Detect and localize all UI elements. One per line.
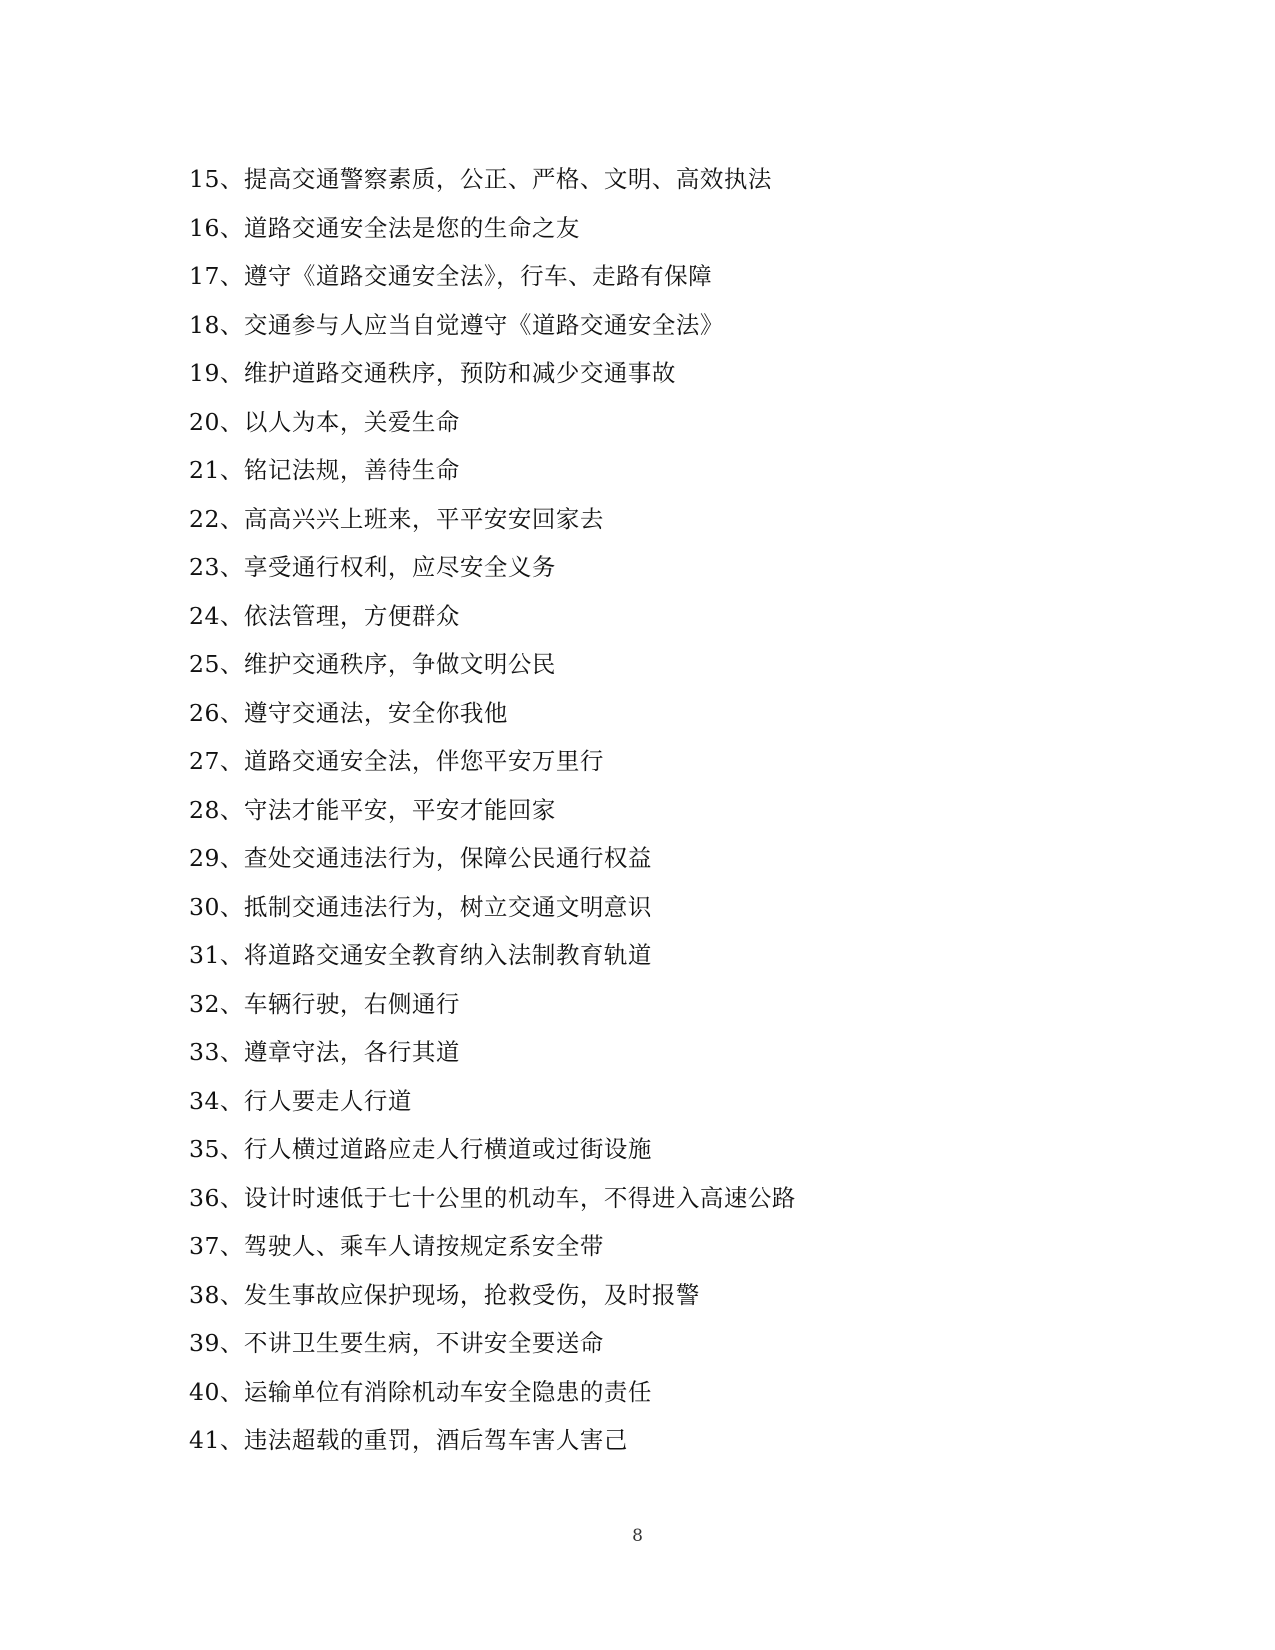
page-number: 8 [632,1526,643,1546]
list-item: 28、守法才能平安，平安才能回家 [189,795,556,824]
list-item: 20、以人为本，关爱生命 [189,407,460,436]
list-item: 38、发生事故应保护现场，抢救受伤，及时报警 [189,1280,700,1309]
list-item: 31、将道路交通安全教育纳入法制教育轨道 [189,941,652,969]
list-item: 27、道路交通安全法，伴您平安万里行 [189,747,604,775]
list-item: 40、运输单位有消除机动车安全隐患的责任 [189,1377,652,1406]
list-item: 35、行人横过道路应走人行横道或过街设施 [189,1135,652,1163]
list-item: 29、查处交通违法行为，保障公民通行权益 [189,844,652,872]
list-item: 30、抵制交通违法行为，树立交通文明意识 [189,892,652,921]
list-item: 18、交通参与人应当自觉遵守《道路交通安全法》 [189,310,724,339]
slogan-list [189,155,1089,1465]
list-item: 25、维护交通秩序，争做文明公民 [189,650,556,678]
list-item: 19、维护道路交通秩序，预防和减少交通事故 [189,359,676,387]
list-item: 34、行人要走人行道 [189,1086,412,1115]
list-item: 17、遵守《道路交通安全法》，行车、走路有保障 [189,262,713,290]
list-item: 16、道路交通安全法是您的生命之友 [189,213,580,242]
list-item: 22、高高兴兴上班来，平平安安回家去 [189,504,604,533]
list-item: 32、车辆行驶，右侧通行 [189,989,460,1018]
list-item: 41、违法超载的重罚，酒后驾车害人害己 [189,1426,628,1454]
list-item: 33、遵章守法，各行其道 [189,1038,460,1066]
list-item: 23、享受通行权利，应尽安全义务 [189,553,556,581]
list-item: 37、驾驶人、乘车人请按规定系安全带 [189,1232,604,1260]
list-item: 26、遵守交通法，安全你我他 [189,698,508,727]
list-item: 39、不讲卫生要生病，不讲安全要送命 [189,1329,604,1357]
list-item: 15、提高交通警察素质，公正、严格、文明、高效执法 [189,165,772,193]
list-item: 24、依法管理，方便群众 [189,601,460,630]
list-item: 21、铭记法规，善待生命 [189,456,460,484]
list-item: 36、设计时速低于七十公里的机动车，不得进入高速公路 [189,1183,796,1212]
